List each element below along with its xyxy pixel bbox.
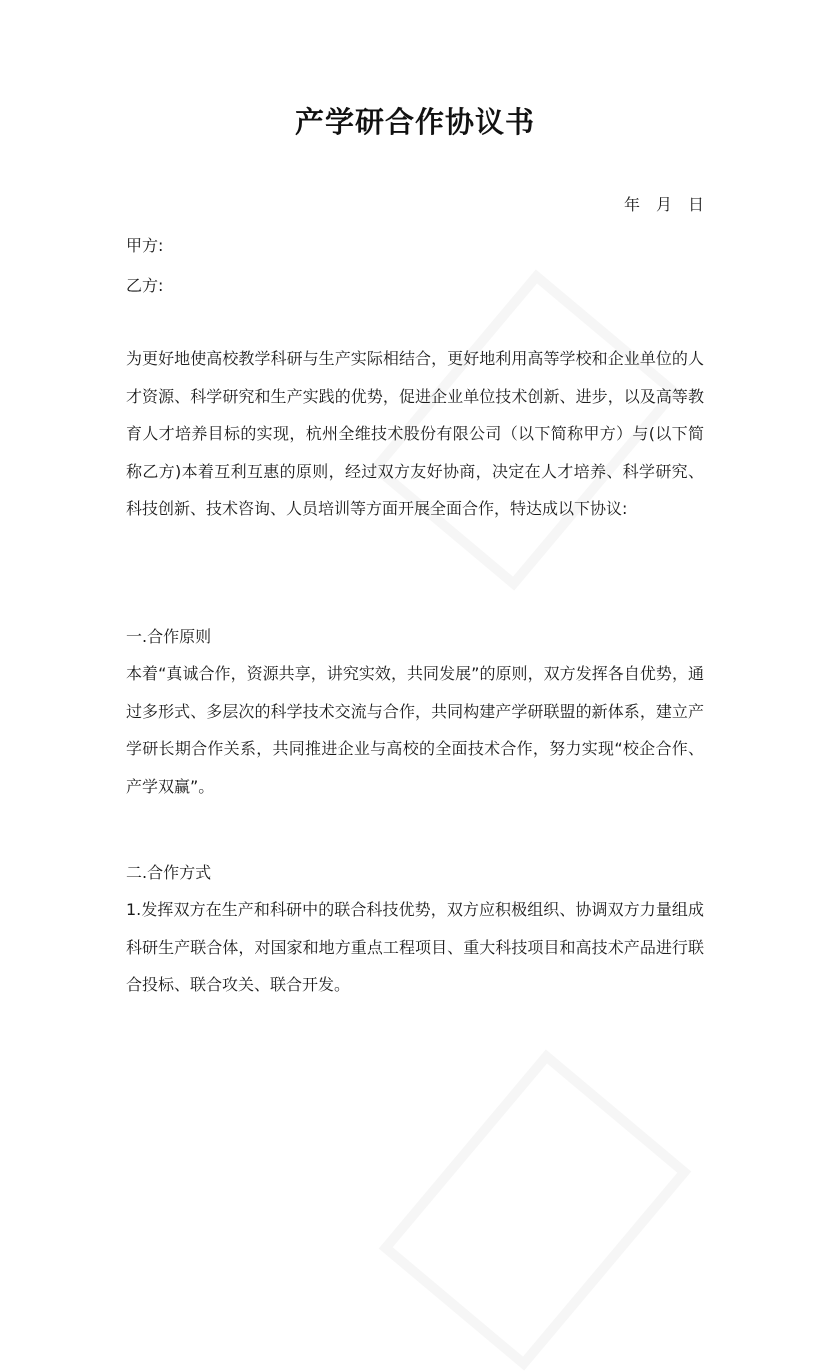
party-a-label: 甲方: (126, 236, 164, 255)
party-b-label: 乙方: (126, 276, 164, 295)
section-body-principles: 本着“真诚合作，资源共享，讲究实效，共同发展”的原则，双方发挥各自优势，通过多形式、多层次的科学技术交流与合作，共同构建产学研联盟的新体系，建立产学研长期合作关系，共同推进企业与高校的全面技术合作，努力实现“校企合作、产学双赢”。 (126, 664, 704, 796)
section-heading-principles: 一.合作原则 (126, 627, 212, 646)
document-title: 产学研合作协议书 (294, 105, 535, 139)
intro-paragraph: 为更好地使高校教学科研与生产实际相结合，更好地利用高等学校和企业单位的人才资源、科学研究和生产实践的优势，促进企业单位技术创新、进步，以及高等教育人才培养目标的实现，杭州全维技术股份有限公司（以下简称甲方）与(以下简称乙方)本着互利互惠的原则，经过双方友好协商，决定在人才培养、科学研究、科技创新、技术咨询、人员培训等方面开展全面合作，特达成以下协议: (126, 349, 704, 519)
section-item-1: 1.发挥双方在生产和科研中的联合科技优势，双方应积极组织、协调双方力量组成科研生产联合体，对国家和地方重点工程项目、重大科技项目和高技术产品进行联合投标、联合攻关、联合开发。 (126, 900, 704, 995)
date-line: 年 月 日 (623, 195, 704, 214)
watermark-frame (379, 1049, 692, 1370)
section-heading-methods: 二.合作方式 (126, 863, 212, 882)
